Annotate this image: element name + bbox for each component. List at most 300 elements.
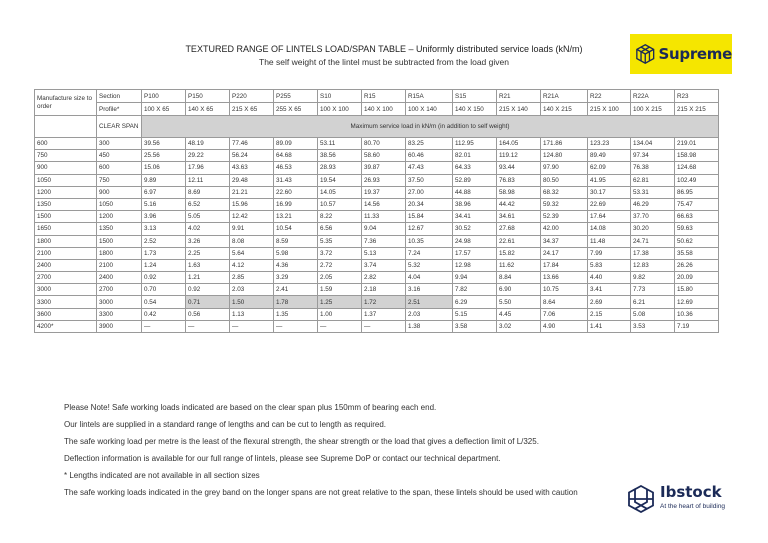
profile-header-s10: 100 X 100 (318, 103, 362, 116)
load-value-cell: 38.96 (453, 198, 497, 210)
note-line: Our lintels are supplied in a standard range of lengths and can be cut to length as required. (64, 420, 386, 429)
load-value-cell: 30.20 (631, 223, 675, 235)
load-value-cell: 9.89 (142, 174, 186, 186)
load-value-cell: 4.45 (497, 308, 541, 320)
load-value-cell: 102.49 (675, 174, 719, 186)
manufacture-size-cell: 2700 (35, 272, 97, 284)
load-value-cell: 123.23 (588, 138, 631, 150)
manufacture-size-cell: 750 (35, 150, 97, 162)
load-value-cell: 34.41 (453, 211, 497, 223)
load-value-cell: 12.98 (453, 259, 497, 271)
table-row (35, 296, 719, 308)
load-value-cell: 14.56 (362, 198, 406, 210)
manufacture-size-cell: 3600 (35, 308, 97, 320)
load-value-cell: — (186, 320, 230, 332)
load-value-cell: 2.85 (230, 272, 274, 284)
load-value-cell: 2.72 (318, 259, 362, 271)
load-value-cell: — (274, 320, 318, 332)
load-value-cell: 119.12 (497, 150, 541, 162)
load-value-cell: 53.11 (318, 138, 362, 150)
manufacture-size-cell: 4200* (35, 320, 97, 332)
manufacture-size-cell: 1050 (35, 174, 97, 186)
load-value-cell: 62.09 (588, 162, 631, 174)
profile-header-r15a: 100 X 140 (406, 103, 453, 116)
load-value-cell: 16.99 (274, 198, 318, 210)
table-row (35, 259, 719, 271)
load-value-cell: — (142, 320, 186, 332)
load-value-cell: 52.89 (453, 174, 497, 186)
section-header-row (35, 90, 719, 103)
load-value-cell: 4.04 (406, 272, 453, 284)
load-value-cell: 26.26 (675, 259, 719, 271)
load-value-cell: 58.98 (497, 186, 541, 198)
note-line: Please Note! Safe working loads indicated are based on the clear span plus 150mm of bearing each end. (64, 403, 437, 412)
section-header-r15a: R15A (406, 90, 453, 103)
load-value-cell: 3.74 (362, 259, 406, 271)
load-value-cell: 2.03 (406, 308, 453, 320)
load-value-cell: 124.68 (675, 162, 719, 174)
manufacture-size-cell: 3000 (35, 284, 97, 296)
page-title: TEXTURED RANGE OF LINTELS LOAD/SPAN TABLE – Uniformly distributed service loads (kN/m) (185, 44, 583, 54)
load-value-cell: 0.71 (186, 296, 230, 308)
load-value-cell: 2.82 (362, 272, 406, 284)
load-value-cell: 31.43 (274, 174, 318, 186)
clear-span-cell: 600 (97, 162, 142, 174)
load-value-cell: 4.40 (588, 272, 631, 284)
load-value-cell: 1.25 (318, 296, 362, 308)
load-value-cell: 29.48 (230, 174, 274, 186)
profile-header-r22a: 100 X 215 (631, 103, 675, 116)
section-header-r21: R21 (497, 90, 541, 103)
load-value-cell: 3.29 (274, 272, 318, 284)
load-value-cell: 35.58 (675, 247, 719, 259)
load-value-cell: 0.70 (142, 284, 186, 296)
load-value-cell: 22.61 (497, 235, 541, 247)
clear-span-cell: 450 (97, 150, 142, 162)
load-value-cell: 14.05 (318, 186, 362, 198)
load-value-cell: 1.50 (230, 296, 274, 308)
load-value-cell: 1.72 (362, 296, 406, 308)
load-value-cell: 9.94 (453, 272, 497, 284)
manufacture-size-cell: 2400 (35, 259, 97, 271)
load-value-cell: 56.24 (230, 150, 274, 162)
load-value-cell: 37.50 (406, 174, 453, 186)
load-value-cell: — (318, 320, 362, 332)
clear-span-cell: 3300 (97, 308, 142, 320)
table-row (35, 211, 719, 223)
load-value-cell: 1.24 (142, 259, 186, 271)
load-value-cell: 15.82 (497, 247, 541, 259)
load-value-cell: 1.78 (274, 296, 318, 308)
load-value-cell: 89.49 (588, 150, 631, 162)
load-value-cell: 2.15 (588, 308, 631, 320)
load-value-cell: 29.22 (186, 150, 230, 162)
profile-header-p150: 140 X 65 (186, 103, 230, 116)
load-value-cell: 7.73 (631, 284, 675, 296)
supreme-cube-icon (636, 42, 655, 66)
load-value-cell: 24.71 (631, 235, 675, 247)
load-value-cell: 7.36 (362, 235, 406, 247)
load-value-cell: 77.46 (230, 138, 274, 150)
load-value-cell: 3.13 (142, 223, 186, 235)
load-value-cell: 38.56 (318, 150, 362, 162)
load-value-cell: 76.38 (631, 162, 675, 174)
load-value-cell: 82.01 (453, 150, 497, 162)
load-value-cell: 97.90 (541, 162, 588, 174)
load-value-cell: 48.19 (186, 138, 230, 150)
load-value-cell: 27.00 (406, 186, 453, 198)
load-value-cell: 158.98 (675, 150, 719, 162)
section-header-r15: R15 (362, 90, 406, 103)
load-value-cell: 15.96 (230, 198, 274, 210)
load-value-cell: 112.95 (453, 138, 497, 150)
max-load-band-label: Maximum service load in kN/m (in addition to self weight) (142, 116, 719, 138)
load-value-cell: 5.50 (497, 296, 541, 308)
load-value-cell: 22.60 (274, 186, 318, 198)
load-value-cell: 21.21 (230, 186, 274, 198)
load-value-cell: 11.62 (497, 259, 541, 271)
profile-header-s15: 140 X 150 (453, 103, 497, 116)
load-value-cell: 37.70 (631, 211, 675, 223)
ibstock-logo (628, 483, 748, 515)
load-value-cell: 83.25 (406, 138, 453, 150)
load-value-cell: 93.44 (497, 162, 541, 174)
load-value-cell: 2.05 (318, 272, 362, 284)
load-value-cell: 30.52 (453, 223, 497, 235)
load-value-cell: 4.90 (541, 320, 588, 332)
load-value-cell: 15.84 (406, 211, 453, 223)
section-header-s10: S10 (318, 90, 362, 103)
load-value-cell: 8.59 (274, 235, 318, 247)
load-value-cell: 1.73 (142, 247, 186, 259)
load-value-cell: 3.96 (142, 211, 186, 223)
load-span-table (34, 89, 719, 333)
load-value-cell: 60.46 (406, 150, 453, 162)
clear-span-cell: 3000 (97, 296, 142, 308)
clear-span-cell: 3900 (97, 320, 142, 332)
profile-label: Profile* (97, 103, 142, 116)
ibstock-hexagon-icon (628, 485, 654, 513)
load-value-cell: 89.09 (274, 138, 318, 150)
load-value-cell: 14.08 (588, 223, 631, 235)
load-value-cell: 97.34 (631, 150, 675, 162)
load-value-cell: 15.80 (675, 284, 719, 296)
section-header-s15: S15 (453, 90, 497, 103)
supreme-wordmark: Supreme (658, 45, 732, 63)
load-value-cell: 5.35 (318, 235, 362, 247)
clear-span-cell: 1800 (97, 247, 142, 259)
load-value-cell: 39.87 (362, 162, 406, 174)
section-header-r23: R23 (675, 90, 719, 103)
load-value-cell: 17.64 (588, 211, 631, 223)
clear-span-label: CLEAR SPAN (97, 116, 142, 138)
section-header-r22a: R22A (631, 90, 675, 103)
load-value-cell: 6.97 (142, 186, 186, 198)
notes-section (64, 403, 664, 505)
load-value-cell: 8.08 (230, 235, 274, 247)
load-value-cell: 1.35 (274, 308, 318, 320)
load-value-cell: 0.54 (142, 296, 186, 308)
load-value-cell: 9.04 (362, 223, 406, 235)
load-value-cell: 1.41 (588, 320, 631, 332)
profile-header-r15: 140 X 100 (362, 103, 406, 116)
load-value-cell: 2.41 (274, 284, 318, 296)
load-value-cell: 59.63 (675, 223, 719, 235)
load-value-cell: 12.67 (406, 223, 453, 235)
profile-header-p220: 215 X 65 (230, 103, 274, 116)
load-value-cell: 46.53 (274, 162, 318, 174)
load-value-cell: 13.66 (541, 272, 588, 284)
load-value-cell: 219.01 (675, 138, 719, 150)
load-value-cell: 44.88 (453, 186, 497, 198)
note-line: The safe working loads indicated in the grey band on the longer spans are not great relative to the span, these lintels should be used with caution (64, 488, 578, 497)
load-value-cell: 22.69 (588, 198, 631, 210)
manufacture-size-cell: 3300 (35, 296, 97, 308)
load-value-cell: — (362, 320, 406, 332)
load-value-cell: 3.53 (631, 320, 675, 332)
load-value-cell: 11.33 (362, 211, 406, 223)
load-value-cell: 1.13 (230, 308, 274, 320)
table-row (35, 308, 719, 320)
load-value-cell: 1.21 (186, 272, 230, 284)
load-value-cell: 0.42 (142, 308, 186, 320)
load-value-cell: 3.16 (406, 284, 453, 296)
manufacture-size-cell: 1500 (35, 211, 97, 223)
load-value-cell: 8.22 (318, 211, 362, 223)
load-value-cell: 1.38 (406, 320, 453, 332)
clear-span-cell: 2700 (97, 284, 142, 296)
clear-span-cell: 300 (97, 138, 142, 150)
load-value-cell: 34.61 (497, 211, 541, 223)
manufacture-size-cell: 600 (35, 138, 97, 150)
manufacture-size-label: Manufacture size to order (35, 90, 97, 116)
note-line: Deflection information is available for our full range of lintels, please see Supreme DoP or contact our technical department. (64, 454, 501, 463)
load-value-cell: 15.06 (142, 162, 186, 174)
section-header-p150: P150 (186, 90, 230, 103)
load-value-cell: 2.18 (362, 284, 406, 296)
load-value-cell: 1.59 (318, 284, 362, 296)
clear-span-cell: 750 (97, 174, 142, 186)
table-row (35, 235, 719, 247)
load-value-cell: 58.60 (362, 150, 406, 162)
profile-header-row (35, 103, 719, 116)
load-value-cell: 24.98 (453, 235, 497, 247)
section-label: Section (97, 90, 142, 103)
load-value-cell: 12.83 (631, 259, 675, 271)
load-value-cell: 27.68 (497, 223, 541, 235)
clear-span-cell: 1500 (97, 235, 142, 247)
load-value-cell: 39.56 (142, 138, 186, 150)
load-value-cell: 42.00 (541, 223, 588, 235)
load-value-cell: 20.09 (675, 272, 719, 284)
table-row (35, 138, 719, 150)
load-value-cell: 1.63 (186, 259, 230, 271)
empty-header-cell (35, 116, 97, 138)
load-value-cell: 3.72 (318, 247, 362, 259)
section-header-r21a: R21A (541, 90, 588, 103)
load-value-cell: 1.37 (362, 308, 406, 320)
load-value-cell: 68.32 (541, 186, 588, 198)
manufacture-size-cell: 900 (35, 162, 97, 174)
load-value-cell: 26.93 (362, 174, 406, 186)
profile-header-p255: 255 X 65 (274, 103, 318, 116)
ibstock-wordmark: Ibstock (660, 483, 722, 501)
load-value-cell: 6.56 (318, 223, 362, 235)
load-value-cell: 43.63 (230, 162, 274, 174)
load-value-cell: 75.47 (675, 198, 719, 210)
manufacture-size-cell: 1650 (35, 223, 97, 235)
load-value-cell: 17.57 (453, 247, 497, 259)
load-value-cell: 76.83 (497, 174, 541, 186)
load-value-cell: 28.93 (318, 162, 362, 174)
section-header-r22: R22 (588, 90, 631, 103)
load-value-cell: 2.51 (406, 296, 453, 308)
clear-span-cell: 2400 (97, 272, 142, 284)
load-value-cell: 12.42 (230, 211, 274, 223)
load-value-cell: 11.48 (588, 235, 631, 247)
load-value-cell: — (230, 320, 274, 332)
load-value-cell: 86.95 (675, 186, 719, 198)
load-value-cell: 0.92 (142, 272, 186, 284)
load-value-cell: 5.15 (453, 308, 497, 320)
table-row (35, 320, 719, 332)
load-value-cell: 3.41 (588, 284, 631, 296)
load-value-cell: 6.52 (186, 198, 230, 210)
load-value-cell: 50.62 (675, 235, 719, 247)
load-value-cell: 66.63 (675, 211, 719, 223)
load-value-cell: 1.00 (318, 308, 362, 320)
load-value-cell: 2.69 (588, 296, 631, 308)
load-value-cell: 44.42 (497, 198, 541, 210)
table-row (35, 198, 719, 210)
manufacture-size-cell: 1350 (35, 198, 97, 210)
load-value-cell: 3.02 (497, 320, 541, 332)
load-value-cell: 10.57 (318, 198, 362, 210)
manufacture-size-cell: 1800 (35, 235, 97, 247)
load-value-cell: 7.99 (588, 247, 631, 259)
load-value-cell: 6.29 (453, 296, 497, 308)
supreme-logo (630, 34, 732, 74)
load-value-cell: 2.25 (186, 247, 230, 259)
load-value-cell: 17.96 (186, 162, 230, 174)
load-value-cell: 5.16 (142, 198, 186, 210)
load-value-cell: 4.02 (186, 223, 230, 235)
profile-header-p100: 100 X 65 (142, 103, 186, 116)
load-value-cell: 4.12 (230, 259, 274, 271)
load-value-cell: 9.82 (631, 272, 675, 284)
load-value-cell: 19.37 (362, 186, 406, 198)
load-value-cell: 124.80 (541, 150, 588, 162)
section-header-p255: P255 (274, 90, 318, 103)
manufacture-size-cell: 1200 (35, 186, 97, 198)
profile-header-r21: 215 X 140 (497, 103, 541, 116)
table-row (35, 223, 719, 235)
ibstock-tagline: At the heart of building (660, 503, 726, 510)
load-value-cell: 17.38 (631, 247, 675, 259)
load-value-cell: 52.39 (541, 211, 588, 223)
load-value-cell: 7.19 (675, 320, 719, 332)
note-line: * Lengths indicated are not available in all section sizes (64, 471, 260, 480)
load-value-cell: 134.04 (631, 138, 675, 150)
section-header-p100: P100 (142, 90, 186, 103)
table-row (35, 247, 719, 259)
table-row (35, 174, 719, 186)
page-subtitle: The self weight of the lintel must be subtracted from the load given (259, 57, 509, 67)
load-value-cell: 6.90 (497, 284, 541, 296)
load-value-cell: 3.58 (453, 320, 497, 332)
load-value-cell: 12.69 (675, 296, 719, 308)
load-value-cell: 41.95 (588, 174, 631, 186)
load-value-cell: 47.43 (406, 162, 453, 174)
load-value-cell: 5.05 (186, 211, 230, 223)
load-value-cell: 80.70 (362, 138, 406, 150)
load-value-cell: 24.17 (541, 247, 588, 259)
profile-header-r21a: 140 X 215 (541, 103, 588, 116)
load-value-cell: 8.84 (497, 272, 541, 284)
table-row (35, 162, 719, 174)
load-value-cell: 5.32 (406, 259, 453, 271)
load-value-cell: 80.50 (541, 174, 588, 186)
load-value-cell: 8.64 (541, 296, 588, 308)
load-value-cell: 30.17 (588, 186, 631, 198)
table-row (35, 186, 719, 198)
table-row (35, 272, 719, 284)
load-value-cell: 59.32 (541, 198, 588, 210)
profile-header-r22: 215 X 100 (588, 103, 631, 116)
load-value-cell: 20.34 (406, 198, 453, 210)
clear-span-cell: 2100 (97, 259, 142, 271)
load-value-cell: 12.11 (186, 174, 230, 186)
load-value-cell: 5.13 (362, 247, 406, 259)
manufacture-size-cell: 2100 (35, 247, 97, 259)
load-value-cell: 7.06 (541, 308, 588, 320)
clear-span-header-row (35, 116, 719, 138)
load-value-cell: 2.52 (142, 235, 186, 247)
load-value-cell: 17.84 (541, 259, 588, 271)
load-value-cell: 4.36 (274, 259, 318, 271)
section-header-p220: P220 (230, 90, 274, 103)
clear-span-cell: 1050 (97, 198, 142, 210)
profile-header-r23: 215 X 215 (675, 103, 719, 116)
load-value-cell: 0.92 (186, 284, 230, 296)
load-value-cell: 164.05 (497, 138, 541, 150)
table-row (35, 284, 719, 296)
load-value-cell: 64.33 (453, 162, 497, 174)
load-value-cell: 19.54 (318, 174, 362, 186)
load-value-cell: 5.83 (588, 259, 631, 271)
load-value-cell: 46.29 (631, 198, 675, 210)
load-value-cell: 171.86 (541, 138, 588, 150)
load-value-cell: 10.75 (541, 284, 588, 296)
table-row (35, 150, 719, 162)
load-value-cell: 7.24 (406, 247, 453, 259)
load-value-cell: 25.56 (142, 150, 186, 162)
load-value-cell: 9.91 (230, 223, 274, 235)
clear-span-cell: 1350 (97, 223, 142, 235)
load-value-cell: 7.82 (453, 284, 497, 296)
load-value-cell: 5.64 (230, 247, 274, 259)
load-value-cell: 5.08 (631, 308, 675, 320)
load-value-cell: 13.21 (274, 211, 318, 223)
note-line: The safe working load per metre is the least of the flexural strength, the shear strength or the load that gives a deflection limit of L/325. (64, 437, 539, 446)
load-value-cell: 6.21 (631, 296, 675, 308)
load-value-cell: 64.68 (274, 150, 318, 162)
load-value-cell: 10.54 (274, 223, 318, 235)
load-value-cell: 34.37 (541, 235, 588, 247)
load-value-cell: 10.35 (406, 235, 453, 247)
load-value-cell: 62.81 (631, 174, 675, 186)
load-value-cell: 0.56 (186, 308, 230, 320)
